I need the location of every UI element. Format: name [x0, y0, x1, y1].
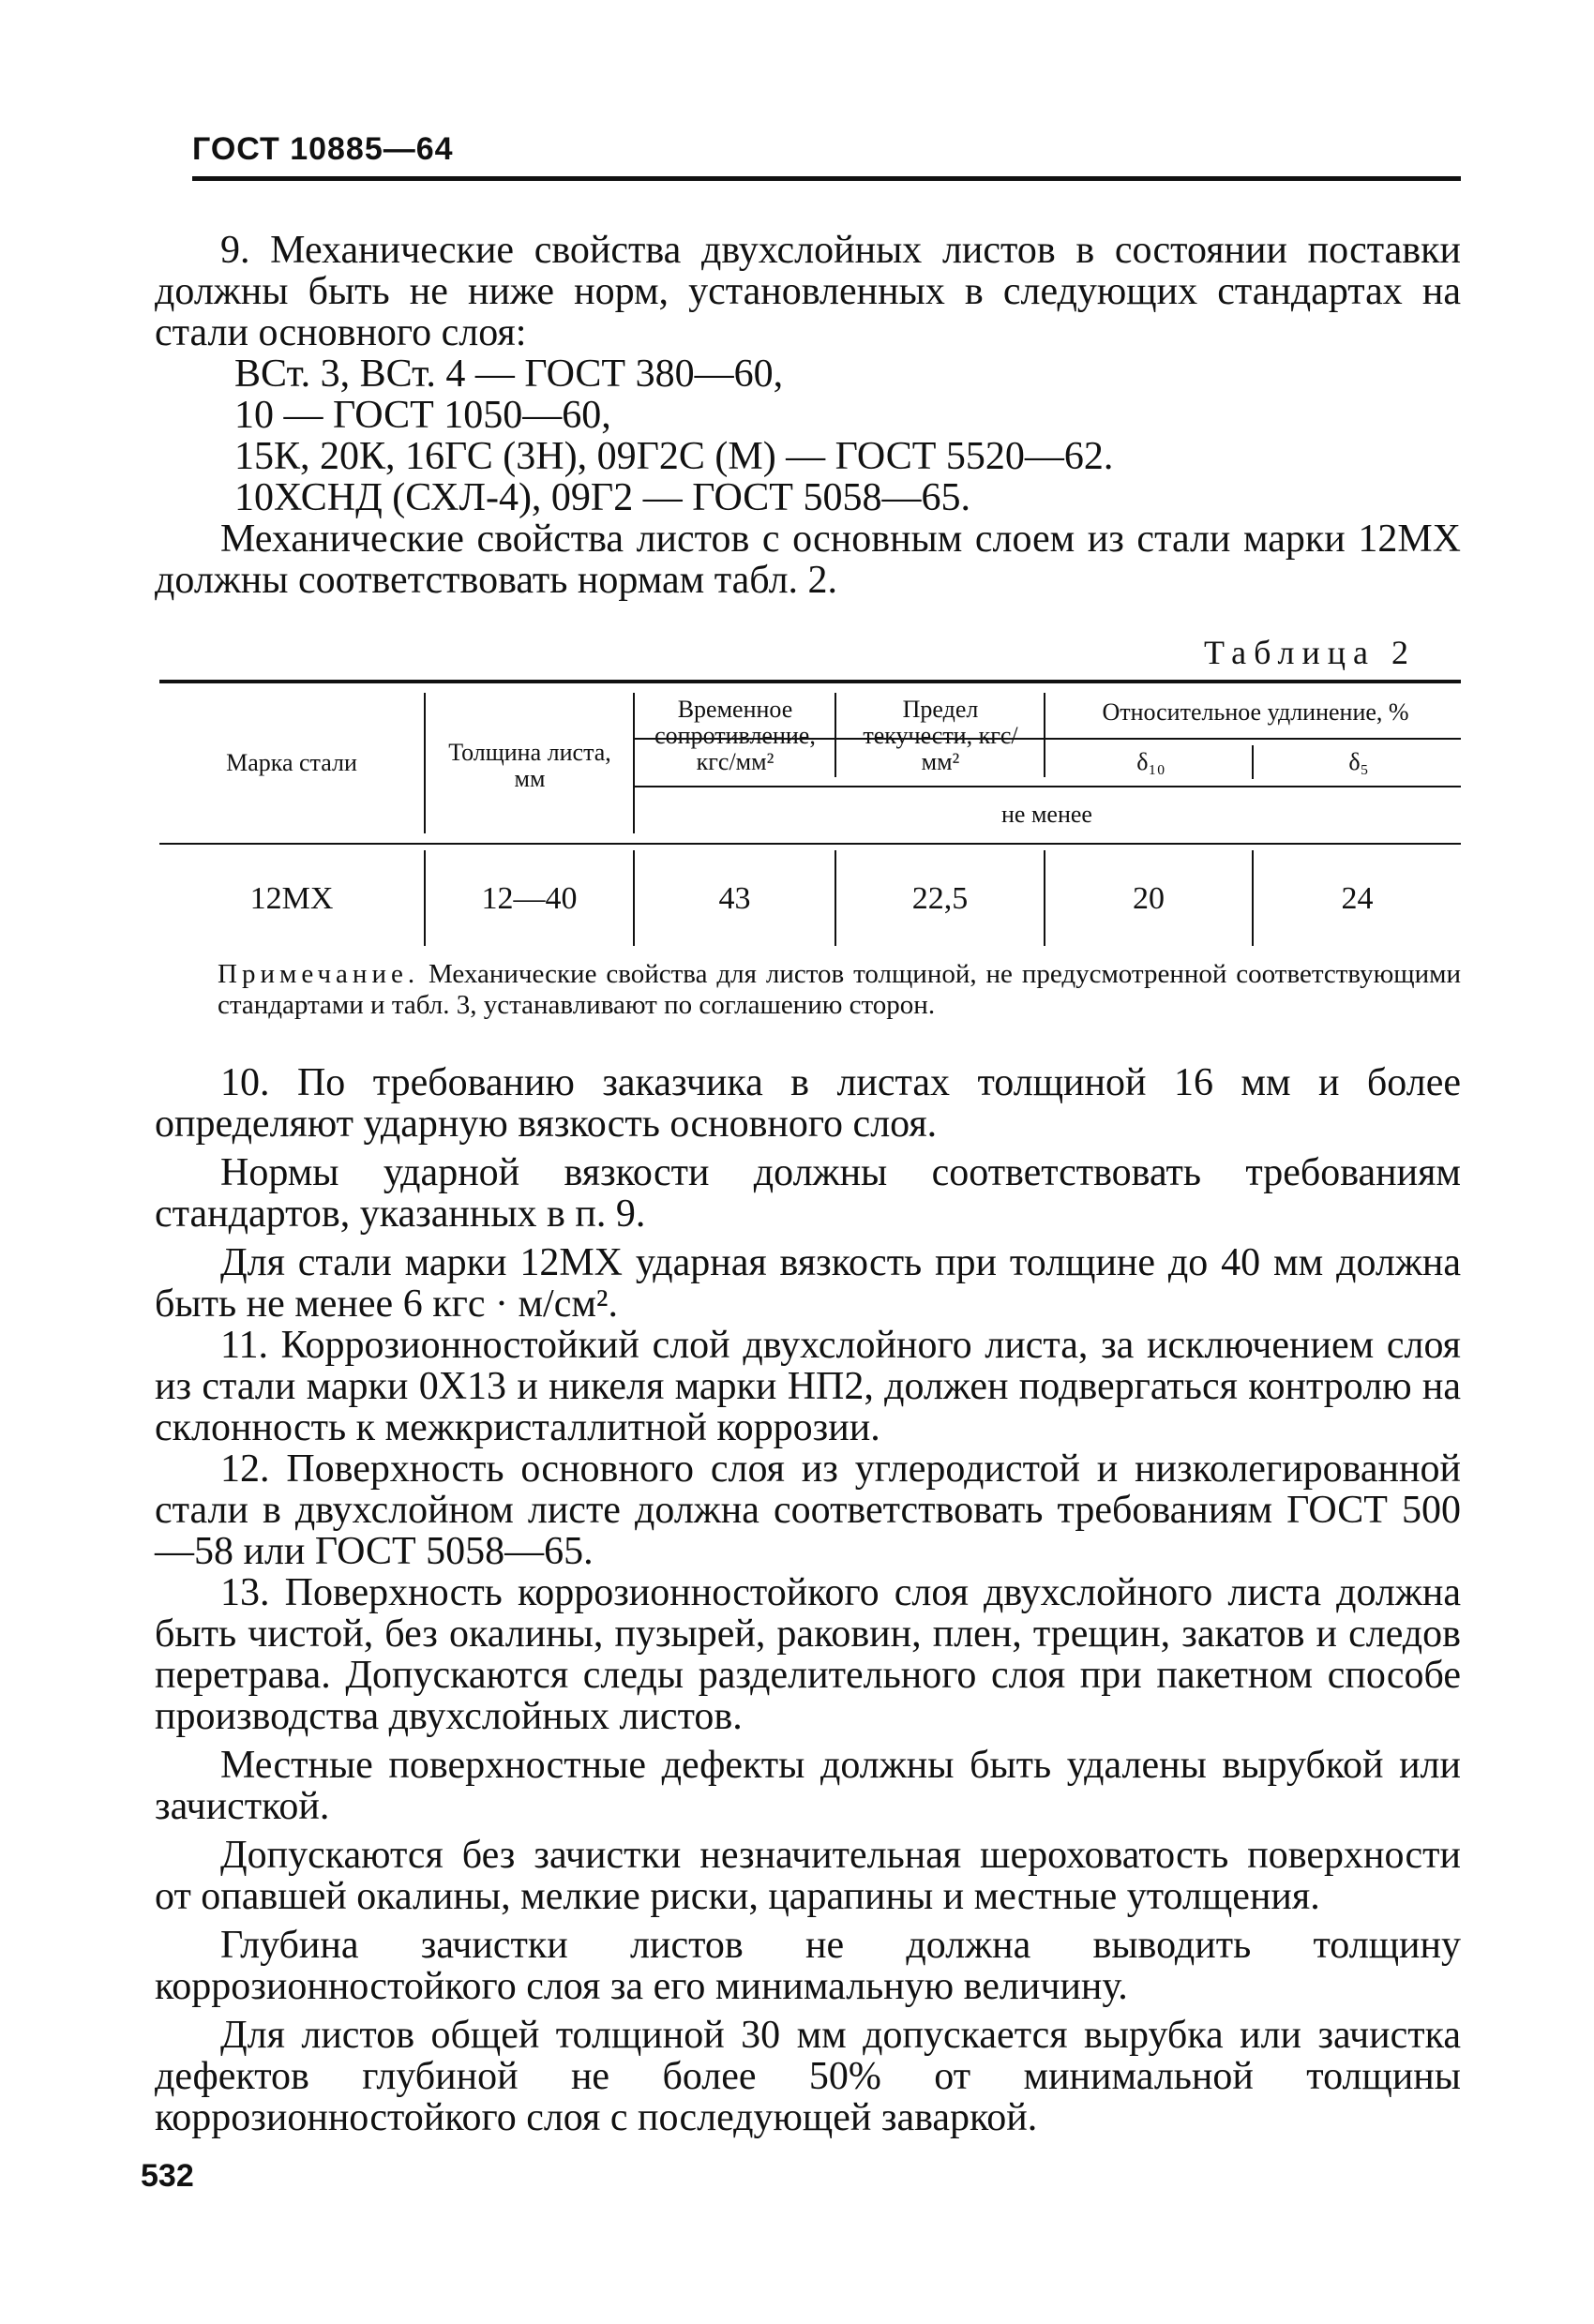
paragraph: Местные поверхностные дефекты должны быть удалены вырубкой или зачисткой. [155, 1744, 1461, 1828]
header-elongation: Относительное удлинение, % [1102, 698, 1409, 726]
note-label: Примечание. [218, 959, 420, 989]
cell-tensile: 43 [718, 881, 751, 916]
paragraph: 13. Поверхность коррозионностойкого слоя двухслойного листа должна быть чистой, без окалины, пузырей, раковин, плен, трещин, закатов и следов перетрава. Допускаются следы разделительного слоя при пакетном способе производства двухслойных листов. [155, 1571, 1461, 1738]
cell-delta-5: 24 [1341, 881, 1374, 916]
paragraph: Нормы ударной вязкости должны соответствовать требованиям стандартов, указанных в п. 9. [155, 1151, 1461, 1236]
header-delta-5: δ₅ [1348, 748, 1369, 775]
standard-line: ВСт. 3, ВСт. 4 — ГОСТ 380—60, [234, 352, 784, 396]
table-rule [1252, 745, 1254, 779]
paragraph: 11. Коррозионностойкий слой двухслойного листа, за исключением слоя из стали марки 0Х13 и никеля марки НП2, должен подвергаться контролю на склонность к межкристаллитной коррозии. [155, 1324, 1461, 1449]
sections-10-13 [155, 1062, 1461, 2138]
paragraph: Глубина зачистки листов не должна выводить толщину коррозионностойкого слоя за его минимальную величину. [155, 1924, 1461, 2008]
table-rule [633, 786, 1461, 787]
header-thickness: Толщина листа, мм [448, 738, 611, 792]
cell-steel-grade: 12МХ [249, 881, 334, 916]
table-rule [1044, 693, 1045, 777]
header-steel-grade: Марка стали [226, 749, 357, 776]
table-rule [159, 843, 1461, 845]
header-min-note: не менее [1001, 801, 1092, 828]
header-delta-10: δ₁₀ [1136, 748, 1165, 775]
table-reference: Механические свойства листов с основным слоем из стали марки 12МХ должны соответствовать нормам табл. 2. [155, 517, 1461, 602]
cell-delta-10: 20 [1133, 881, 1165, 916]
note-text: Механические свойства для листов толщиной, не предусмотренной соответствующими стандартами и табл. 3, устанавливают по соглашению сторон. [218, 959, 1461, 1020]
paragraph: Допускаются без зачистки незначительная шероховатость поверхности от опавшей окалины, мелкие риски, царапины и местные утолщения. [155, 1834, 1461, 1918]
paragraph: Для листов общей толщиной 30 мм допускается вырубка или зачистка дефектов глубиной не более 50% от минимальной толщины коррозионностойкого слоя с последующей заваркой. [155, 2014, 1461, 2139]
table-note [218, 959, 1461, 1021]
header-yield: Предел текучести, кгс/мм² [863, 696, 1018, 775]
properties-table [159, 680, 1461, 955]
table-rule [424, 693, 426, 833]
paragraph: 12. Поверхность основного слоя из углеродистой и низколегированной стали в двухслойном листе должна соответствовать требованиям ГОСТ 500—58 или ГОСТ 5058—65. [155, 1447, 1461, 1573]
table-rule [835, 693, 836, 777]
paragraph: 10. По требованию заказчика в листах толщиной 16 мм и более определяют ударную вязкость основного слоя. [155, 1061, 1461, 1146]
section-9-intro: 9. Механические свойства двухслойных листов в состоянии поставки должны быть не ниже норм, установленных в следующих стандартах на стали основного слоя: [155, 229, 1461, 354]
header-tensile: Временное сопротивление, кгс/мм² [654, 696, 816, 775]
standard-line: 15К, 20К, 16ГС (3Н), 09Г2С (М) — ГОСТ 5520—62. [234, 435, 1114, 478]
cell-yield: 22,5 [911, 881, 969, 916]
header-rule [192, 176, 1461, 181]
page-number: 532 [141, 2158, 194, 2194]
standard-line: 10ХСНД (СХЛ-4), 09Г2 — ГОСТ 5058—65. [234, 476, 970, 519]
paragraph: Для стали марки 12МХ ударная вязкость при толщине до 40 мм должна быть не менее 6 кгс · м/см². [155, 1241, 1461, 1326]
table-caption: Таблица 2 [1204, 634, 1416, 671]
document-header: ГОСТ 10885—64 [192, 131, 454, 167]
standard-line: 10 — ГОСТ 1050—60, [234, 394, 611, 437]
section-9 [155, 230, 1461, 601]
cell-thickness: 12—40 [481, 881, 578, 916]
